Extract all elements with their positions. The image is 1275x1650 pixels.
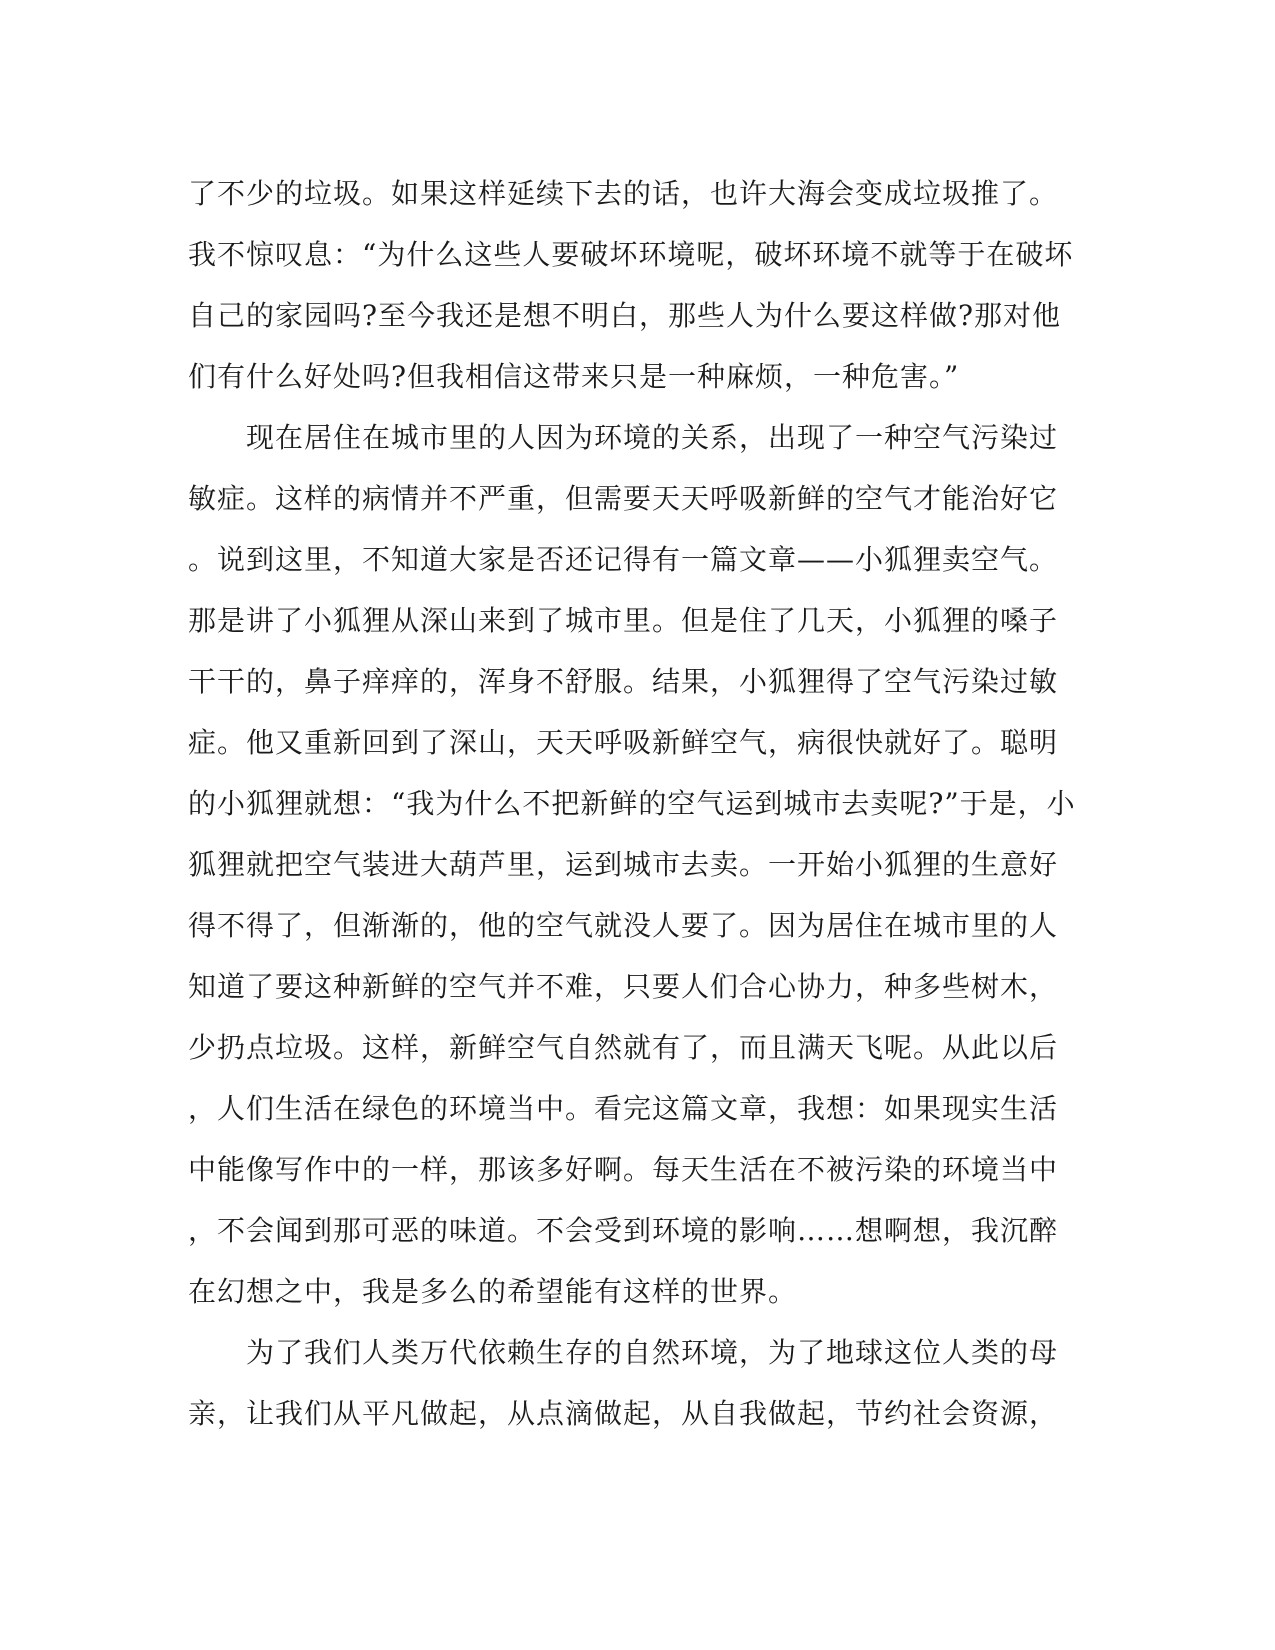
text-line: 中能像写作中的一样，那该多好啊。每天生活在不被污染的环境当中 — [188, 1153, 1059, 1186]
text-line: ，不会闻到那可恶的味道。不会受到环境的影响……想啊想，我沉醉 — [188, 1214, 1059, 1247]
text-line: 了不少的垃圾。如果这样延续下去的话，也许大海会变成垃圾推了。 — [188, 177, 1059, 210]
text-line: 那是讲了小狐狸从深山来到了城市里。但是住了几天，小狐狸的嗓子 — [188, 604, 1059, 637]
text-line: 亲，让我们从平凡做起，从点滴做起，从自我做起，节约社会资源， — [188, 1397, 1059, 1430]
text-line: 们有什么好处吗?但我相信这带来只是一种麻烦，一种危害。” — [188, 360, 960, 393]
text-line: 。说到这里，不知道大家是否还记得有一篇文章——小狐狸卖空气。 — [188, 543, 1059, 576]
text-line: 少扔点垃圾。这样，新鲜空气自然就有了，而且满天飞呢。从此以后 — [188, 1031, 1059, 1064]
text-line: 在幻想之中，我是多么的希望能有这样的世界。 — [188, 1275, 798, 1308]
text-line: 狐狸就把空气装进大葫芦里，运到城市去卖。一开始小狐狸的生意好 — [188, 848, 1059, 881]
text-line: ，人们生活在绿色的环境当中。看完这篇文章，我想：如果现实生活 — [188, 1092, 1059, 1125]
text-line: 为了我们人类万代依赖生存的自然环境，为了地球这位人类的母 — [188, 1336, 1059, 1369]
text-line: 现在居住在城市里的人因为环境的关系，出现了一种空气污染过 — [188, 421, 1059, 454]
essay-text — [188, 163, 1076, 1444]
text-line: 知道了要这种新鲜的空气并不难，只要人们合心协力，种多些树木， — [188, 970, 1059, 1003]
text-line: 自己的家园吗?至今我还是想不明白，那些人为什么要这样做?那对他 — [188, 299, 1062, 332]
text-line: 我不惊叹息：“为什么这些人要破坏环境呢，破坏环境不就等于在破坏 — [188, 238, 1074, 271]
text-line: 敏症。这样的病情并不严重，但需要天天呼吸新鲜的空气才能治好它 — [188, 482, 1059, 515]
text-line: 症。他又重新回到了深山，天天呼吸新鲜空气，病很快就好了。聪明 — [188, 726, 1059, 759]
text-line: 干干的，鼻子痒痒的，浑身不舒服。结果，小狐狸得了空气污染过敏 — [188, 665, 1059, 698]
text-line: 的小狐狸就想：“我为什么不把新鲜的空气运到城市去卖呢?”于是，小 — [188, 787, 1076, 820]
text-line: 得不得了，但渐渐的，他的空气就没人要了。因为居住在城市里的人 — [188, 909, 1059, 942]
